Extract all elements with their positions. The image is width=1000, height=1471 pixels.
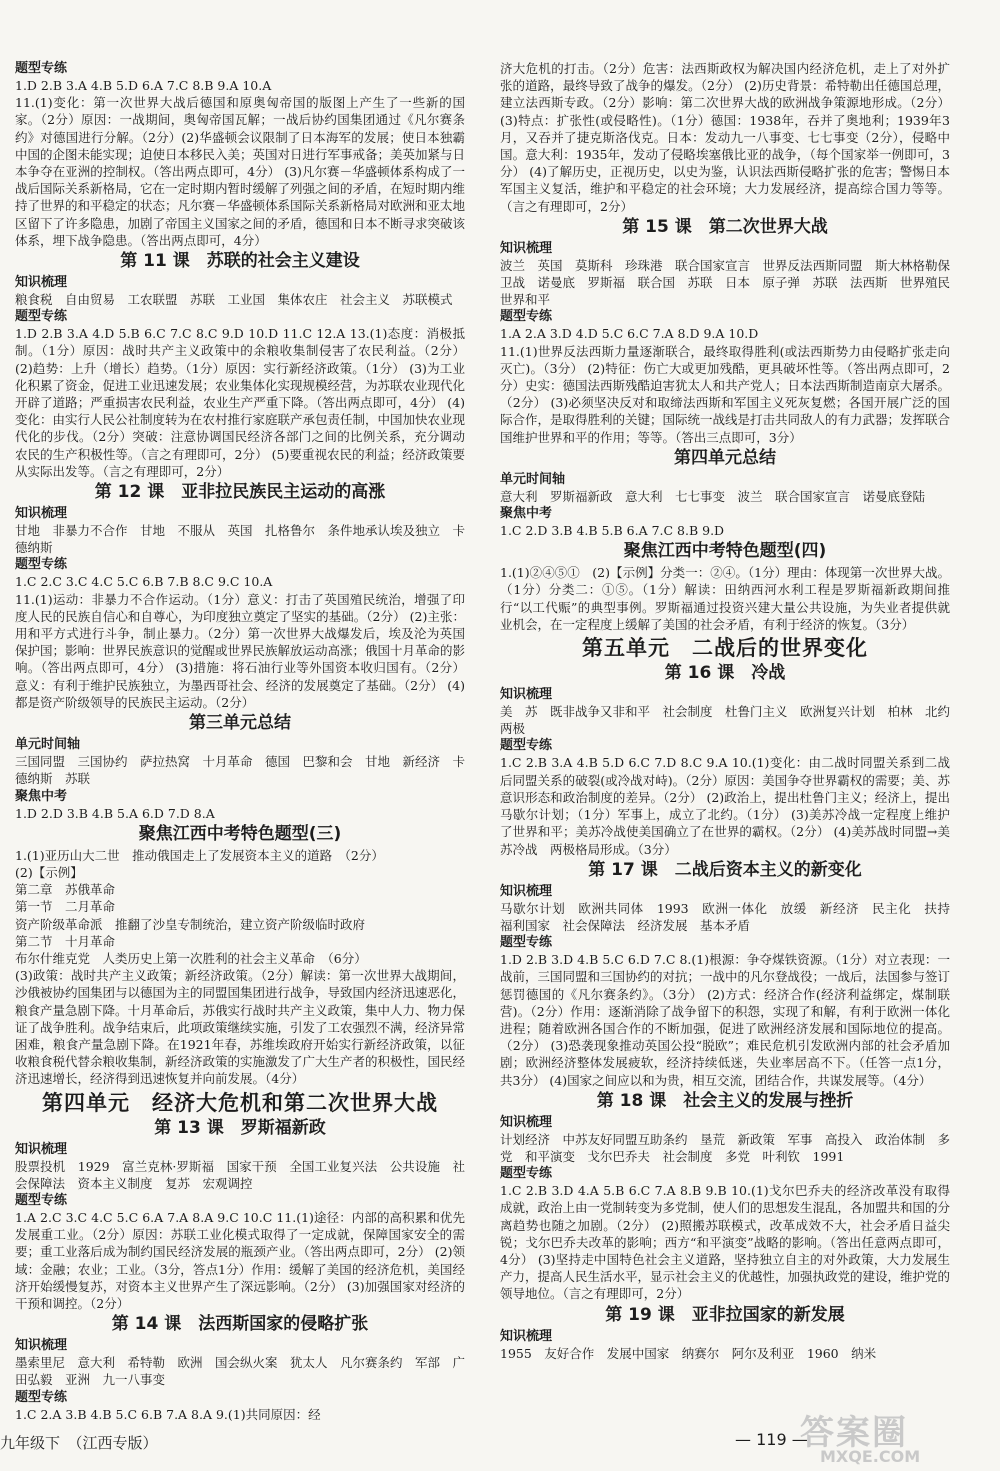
answer-text: 1.C 2.D 3.B 4.B 5.B 6.A 7.C 8.B 9.D bbox=[500, 523, 725, 539]
lesson-title: 第 19 课 亚非拉国家的新发展 bbox=[605, 1304, 845, 1325]
section-heading: 知识梳理 bbox=[15, 506, 68, 522]
lesson-title: 第 15 课 第二次世界大战 bbox=[622, 216, 828, 237]
left-column bbox=[15, 60, 465, 1423]
section-heading: 题型专练 bbox=[500, 935, 553, 951]
section-heading: 题型专练 bbox=[15, 1389, 68, 1405]
answer-text: 1.D 2.B 3.A 4.D 5.B 6.C 7.C 8.C 9.D 10.D 11.C 12.A 13.(1)态度：消极抵制。（1分）原因：战时共产主义政策中的余粮收集制侵害了农民利益。（2分） (2)趋势：上升（增长）趋势。（1分）原因：实行新经济政策。（1分） (3)为工业化积累了资金，促进工业迅速发展；农业集体化实现规模经营，为苏联农业现代化开辟了道路；严重损害农民利益，农业生产严重下降。（答出两点即可，4分） (4)变化：由实行人民公社制度转为在农村推行家庭联产承包责任制，中国加快农业现代化的步伐。（2分）突破：注意协调国民经济各部门之间的比例关系，充分调动农民的生产积极性等。（言之有理即可，2分） (5)要重视农民的利益；经济政策要从实际出发等。（言之有理即可，2分） bbox=[15, 326, 466, 479]
answer-text: 粮食税 自由贸易 工农联盟 苏联 工业国 集体农庄 社会主义 苏联模式 bbox=[15, 292, 453, 308]
lesson-title: 第 12 课 亚非拉民族民主运动的高涨 bbox=[94, 482, 386, 503]
lesson-title: 第四单元总结 bbox=[674, 447, 776, 468]
answer-text: 1.D 2.B 3.A 4.B 5.D 6.A 7.C 8.B 9.A 10.A bbox=[15, 78, 272, 93]
section-heading: 知识梳理 bbox=[500, 240, 553, 256]
unit-title: 第五单元 二战后的世界变化 bbox=[582, 636, 868, 661]
answer-text: 1.C 2.B 3.D 4.A 5.B 6.C 7.A 8.B 9.B 10.(1)戈尔巴乔夫的经济改革没有取得成就，政治上由一党制转变为多党制，使人们的思想发生混乱，各加盟共和国的分离趋势也随之加剧。（2分） (2)照搬苏联模式，改革成效不大，社会矛盾日益尖锐；戈尔巴乔夫改革的影响；西方“和平演变”战略的影响。（答出任意两点即可，4分） (3)坚持走中国特色社会主义道路，坚持独立自主的对外政策，大力发展生产力，提高人民生活水平，显示社会主义的优越性，加强执政党的建设，维护党的领导地位。（言之有理即可，2分） bbox=[500, 1183, 951, 1302]
lesson-title: 第 16 课 冷战 bbox=[664, 663, 786, 684]
answer-text: 11.(1)变化：第一次世界大战后德国和原奥匈帝国的版图上产生了一些新的国家。（2分）原因：一战期间，奥匈帝国瓦解；一战后协约国集团通过《凡尔赛条约》对德国进行分解。（2分）(2)华盛顿会议限制了日本海军的发展；使日本独霸中国的企图未能实现；迫使日本移民入美；英国对日进行军事戒备；美英加紧与日本争夺在亚洲的控制权。（答出两点即可，4分） (3)凡尔赛－华盛顿体系构成了一战后国际关系新格局，它在一定时期内暂时缓解了列强之间的矛盾，在短时期内维持了世界的和平稳定的状态；凡尔赛－华盛顿体系国际关系新格局对欧洲和亚太地区留下了许多隐患，加剧了帝国主义国家之间的矛盾，德国和日本不断寻求突破该体系，埋下战争隐患。（答出两点即可，4分） bbox=[15, 95, 466, 248]
section-heading: 题型专练 bbox=[500, 1166, 553, 1182]
answer-text: 墨索里尼 意大利 希特勒 欧洲 国会纵火案 犹太人 凡尔赛条约 军部 广田弘毅 亚洲 九一八事变 bbox=[15, 1355, 466, 1388]
lesson-title: 第 13 课 罗斯福新政 bbox=[154, 1117, 326, 1138]
answer-text: 11.(1)运动：非暴力不合作运动。（1分）意义：打击了英国殖民统治，增强了印度人民的民族自信心和自尊心，为印度独立奠定了坚实的基础。（2分） (2)主张：用和平方式进行斗争，制止暴力。（2分）第一次世界大战爆发后，埃及沦为英国保护国；影响：世界民族意识的觉醒或世界民族解放运动高涨；俄国十月革命的影响。（答出两点即可，4分） (3)措施：将石油行业等外国资本收归国有。（2分）意义：有利于维护民族独立，为墨西哥社会、经济的发展奠定了基础。（2分） (4)都是资产阶级领导的民族民主运动。（2分） bbox=[15, 591, 466, 710]
section-heading: 单元时间轴 bbox=[500, 471, 566, 487]
answer-text: 1.C 2.B 3.A 4.B 5.D 6.C 7.D 8.C 9.A 10.(1)变化：由二战时同盟关系到二战后同盟关系的破裂(或冷战对峙)。（2分）原因：美国争夺世界霸权的需要；美、苏意识形态和政治制度的差异。（2分） (2)政治上，提出杜鲁门主义；经济上，提出马歇尔计划；（1分）军事上，成立了北约。（1分） (3)美苏冷战一定程度上维护了世界和平；美苏冷战使美国确立了在世界的霸权。（2分） (4)美苏战时同盟→美苏冷战 两极格局形成。（3分） bbox=[500, 755, 950, 857]
section-heading: 知识梳理 bbox=[500, 1114, 553, 1130]
lesson-title: 聚焦江西中考特色题型(三) bbox=[138, 823, 342, 844]
section-heading: 知识梳理 bbox=[15, 275, 68, 291]
section-heading: 题型专练 bbox=[15, 557, 68, 573]
lesson-title: 第三单元总结 bbox=[189, 713, 291, 734]
answer-text: 1.D 2.D 3.B 4.B 5.A 6.D 7.D 8.A bbox=[15, 805, 215, 821]
answer-text: 第二节 十月革命 bbox=[15, 933, 116, 949]
watermark-logo: 答案圈 bbox=[800, 1413, 908, 1453]
answer-text: 济大危机的打击。（2分）危害：法西斯政权为解决国内经济危机，走上了对外扩张的道路，最终导致了战争的爆发。（2分） (2)历史背景：希特勒出任德国总理，建立法西斯专政。（2分）影响：第二次世界大战的欧洲战争策源地形成。（2分） (3)特点：扩张性(或侵略性)。（1分）德国：1938年，吞并了奥地利；1939年3月，又吞并了捷克斯洛伐克。日本：发动九一八事变、七七事变（2分），侵略中国。意大利：1935年，发动了侵略埃塞俄比亚的战争，（每个国家举一例即可，3分） (4)了解历史，正视历史，以史为鉴，认识法西斯侵略扩张的危害；警惕日本军国主义复活，维护和平稳定的社会环境；大力发展经济，提高综合国力等等。（言之有理即可，2分） bbox=[500, 61, 950, 214]
section-heading: 题型专练 bbox=[15, 1192, 68, 1208]
answer-text: 1955 友好合作 发展中国家 纳赛尔 阿尔及利亚 1960 纳米 bbox=[500, 1345, 877, 1361]
lesson-title: 聚焦江西中考特色题型(四) bbox=[623, 541, 827, 562]
answer-text: 1.A 2.A 3.D 4.D 5.C 6.C 7.A 8.D 9.A 10.D bbox=[500, 326, 759, 342]
section-heading: 题型专练 bbox=[15, 61, 68, 76]
watermark-url: MXQE.COM bbox=[820, 1447, 921, 1466]
lesson-title: 第 11 课 苏联的社会主义建设 bbox=[120, 251, 360, 272]
answer-text: 1.(1)亚历山大二世 推动俄国走上了发展资本主义的道路 （2分） bbox=[15, 847, 384, 863]
section-heading: 聚焦中考 bbox=[15, 788, 68, 804]
answer-text: (3)政策：战时共产主义政策；新经济政策。（2分）解读：第一次世界大战期间，沙俄被协约国集团与以德国为主的同盟国集团进行战争，导致国内经济迅速恶化，粮食产量急剧下降。十月革命后，苏俄实行战时共产主义政策，集中人力、物力保证了战争胜利。战争结束后，此项政策继续实施，引发了工农强烈不满，经济异常困难，粮食产量急剧下降。在1921年春，苏维埃政府开始实行新经济政策，以征收粮食税代替余粮收集制，新经济政策的实施激发了广大生产者的积极性，国民经济迅速增长，经济得到迅速恢复并向前发展。（4分） bbox=[15, 968, 466, 1087]
unit-title: 第四单元 经济大危机和第二次世界大战 bbox=[42, 1090, 438, 1115]
answer-text: 11.(1)世界反法西斯力量逐渐联合，最终取得胜利(或法西斯势力由侵略扩张走向灭亡)。（3分） (2)特征：伤亡大或更加残酷，更具破坏性等。（答出两点即可，2分）史实：德国法西斯残酷迫害犹太人和共产党人；日本法西斯制造南京大屠杀。（2分） (3)必须坚决反对和取缔法西斯和军国主义死灰复燃；各国开展广泛的国际合作，是取得胜利的关键；国际统一战线是打击共同敌人的有力武器；发挥联合国维护世界和平的作用；等等。（答出三点即可，3分） bbox=[500, 343, 951, 445]
answer-text: 布尔什维克党 人类历史上第一次胜利的社会主义革命 （6分） bbox=[15, 950, 367, 966]
lesson-title: 第 17 课 二战后资本主义的新变化 bbox=[588, 859, 862, 880]
section-heading: 题型专练 bbox=[15, 309, 68, 325]
answer-text: 第二章 苏俄革命 bbox=[15, 882, 116, 898]
answer-text: 意大利 罗斯福新政 意大利 七七事变 波兰 联合国家宣言 诺曼底登陆 bbox=[500, 488, 926, 504]
answer-text: 计划经济 中苏友好同盟互助条约 垦荒 新政策 军事 高投入 政治体制 多党 和平演变 戈尔巴乔夫 社会制度 多党 叶利钦 1991 bbox=[500, 1131, 951, 1164]
answer-text: 1.D 2.B 3.D 4.B 5.C 6.D 7.C 8.(1)根源：争夺煤铁资源。（1分）对立表现：一战前，三国同盟和三国协约的对抗；一战中的凡尔登战役；一战后，法国参与签订惩罚德国的《凡尔赛条约》。（3分） (2)方式：经济合作(经济利益绑定，煤制联营)。（2分）作用：逐渐消除了战争留下的积怨，实现了和解，有利于欧洲一体化进程；随着欧洲各国合作的不断加强，促进了欧洲经济发展和国际地位的提高。（2分） (3)恐袭现象推动英国公投“脱欧”；难民危机引发欧洲内部的社会矛盾加剧；欧洲经济整体发展疲软，经济持续低迷，失业率居高不下。（任答一点1分，共3分） (4)国家之间应以和为贵，相互交流，团结合作，共谋发展等。（4分） bbox=[500, 952, 951, 1088]
answer-text: 第一节 二月革命 bbox=[15, 899, 116, 915]
section-heading: 单元时间轴 bbox=[15, 737, 81, 753]
answer-text: (2)【示例】 bbox=[15, 864, 83, 880]
lesson-title: 第 18 课 社会主义的发展与挫折 bbox=[596, 1090, 854, 1111]
answer-text: 1.C 2.C 3.C 4.C 5.C 6.B 7.B 8.C 9.C 10.A bbox=[15, 574, 273, 590]
answer-text: 1.A 2.C 3.C 4.C 5.C 6.A 7.A 8.A 9.C 10.C 11.(1)途径：内部的高积累和优先发展重工业。（2分）原因：苏联工业化模式取得了一定成就，保障国家安全的需要；重工业落后成为制约国民经济发展的瓶颈产业。（答出两点即可，2分） (2)领域：金融；农业；工业。（3分，答点1分）作用：缓解了美国的经济危机，美国经济开始缓慢复苏，对资本主义世界产生了深远影响。（2分） (3)加强国家对经济的干预和调控。（2分） bbox=[15, 1209, 465, 1311]
answer-text: 波兰 英国 莫斯科 珍珠港 联合国家宣言 世界反法西斯同盟 斯大林格勒保卫战 诺曼底 罗斯福 联合国 苏联 日本 原子弹 苏联 法西斯 世界殖民 世界和平 bbox=[500, 257, 963, 308]
lesson-title: 第 14 课 法西斯国家的侵略扩张 bbox=[111, 1314, 369, 1335]
section-heading: 聚焦中考 bbox=[500, 506, 553, 522]
section-heading: 知识梳理 bbox=[500, 883, 553, 899]
answer-text: 美 苏 既非战争又非和平 社会制度 杜鲁门主义 欧洲复兴计划 柏林 北约 两极 bbox=[500, 704, 963, 737]
right-column bbox=[500, 60, 963, 1362]
watermark bbox=[800, 1405, 990, 1467]
page-footer: 九年级下 （江西专版） bbox=[0, 1434, 158, 1452]
section-heading: 知识梳理 bbox=[15, 1141, 68, 1157]
answer-text: 三国同盟 三国协约 萨拉热窝 十月革命 德国 巴黎和会 甘地 新经济 卡德纳斯 苏联 bbox=[15, 754, 466, 787]
answer-text: 甘地 非暴力不合作 甘地 不服从 英国 扎格鲁尔 条件地承认埃及独立 卡德纳斯 bbox=[15, 523, 466, 556]
section-heading: 知识梳理 bbox=[500, 687, 553, 703]
section-heading: 知识梳理 bbox=[15, 1338, 68, 1354]
section-heading: 题型专练 bbox=[500, 309, 553, 325]
section-heading: 知识梳理 bbox=[500, 1328, 553, 1344]
answer-text: 股票投机 1929 富兰克林·罗斯福 国家干预 全国工业复兴法 公共设施 社会保障法 资本主义制度 复苏 宏观调控 bbox=[15, 1158, 465, 1191]
section-heading: 题型专练 bbox=[500, 738, 553, 754]
page-number: — 119 — bbox=[735, 1430, 808, 1449]
answer-text: 1.C 2.A 3.B 4.B 5.C 6.B 7.A 8.A 9.(1)共同原因：经 bbox=[15, 1406, 321, 1422]
answer-text: 1.(1)②④⑤① (2)【示例】分类一：②④。（1分）理由：体现第一次世界大战。（1分）分类二：①⑤。（1分）解读：田纳西河水利工程是罗斯福新政期间推行“以工代赈”的典型事例。罗斯福通过投资兴建大量公共设施，为失业者提供就业机会，在一定程度上缓解了美国的社会矛盾，有利于经济的恢复。（3分） bbox=[500, 565, 950, 632]
answer-text: 马歇尔计划 欧洲共同体 1993 欧洲一体化 放缓 新经济 民主化 扶持 福利国家 社会保障法 经济发展 基本矛盾 bbox=[500, 900, 963, 933]
answer-text: 资产阶级革命派 推翻了沙皇专制统治，建立资产阶级临时政府 bbox=[15, 916, 366, 932]
